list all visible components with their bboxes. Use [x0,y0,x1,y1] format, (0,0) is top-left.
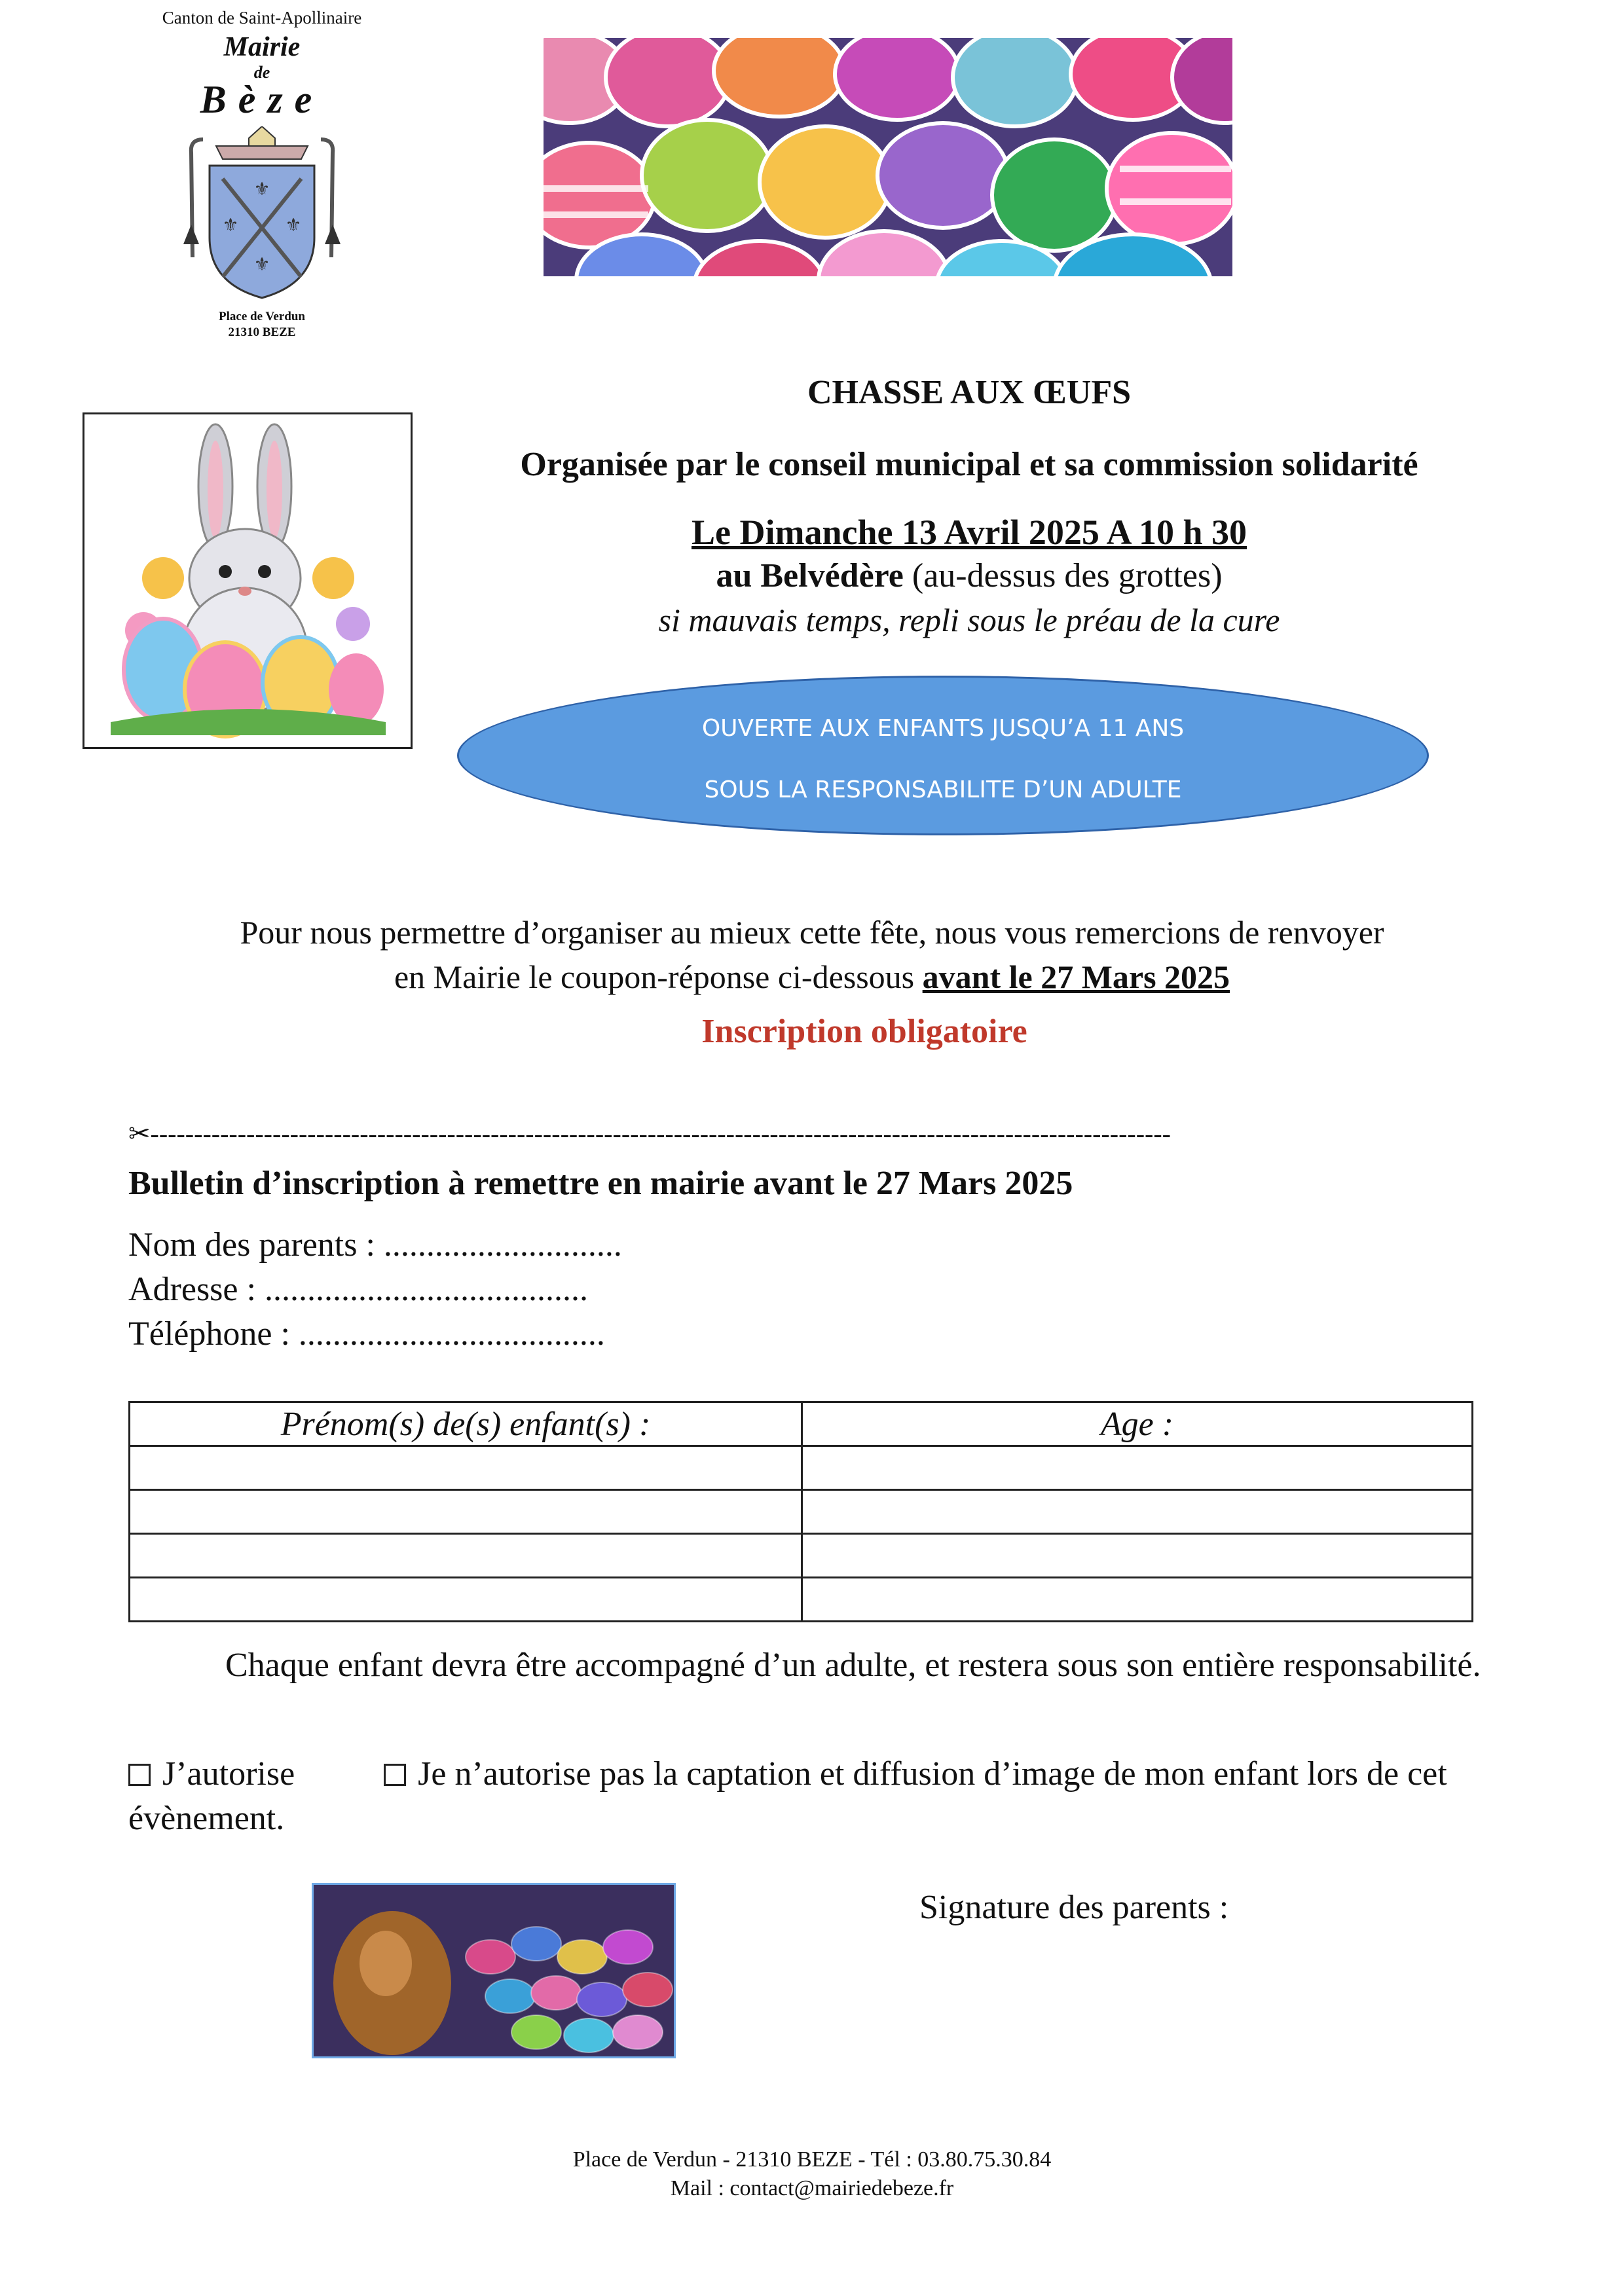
table-header-row [130,1402,1473,1446]
de-label: de [253,63,270,82]
not-authorize-checkbox[interactable] [384,1764,406,1786]
table-header-name: Prénom(s) de(s) enfant(s) : [130,1402,802,1446]
event-title: CHASSE AUX ŒUFS [807,374,1132,411]
parents-signature-label: Signature des parents : [919,1889,1229,1926]
event-place [458,556,1480,595]
svg-text:⚜: ⚜ [285,215,302,236]
address-line1: Place de Verdun [219,310,305,323]
child-age-cell[interactable] [802,1534,1473,1578]
child-name-cell[interactable] [130,1490,802,1534]
child-age-cell[interactable] [802,1578,1473,1622]
age-info-line2: SOUS LA RESPONSABILITE D’UN ADULTE [704,776,1182,803]
table-row [130,1534,1473,1578]
notice-deadline: avant le 27 Mars 2025 [922,958,1230,995]
event-date: Le Dimanche 13 Avril 2025 A 10 h 30 [691,513,1247,552]
canton-label: Canton de Saint-Apollinaire [162,8,362,27]
phone-field[interactable]: Téléphone : .................................... [128,1315,605,1353]
footer-address: Place de Verdun - 21310 BEZE - Tél : 03.80.75.30.84 [572,2147,1052,2172]
image-consent [128,1752,1506,1841]
child-age-cell[interactable] [802,1490,1473,1534]
notice-line2 [92,955,1532,999]
svg-text:⚜: ⚜ [253,179,270,200]
parents-name-field[interactable]: Nom des parents : ............................ [128,1226,622,1264]
town-label: Bèze [200,78,324,121]
event-place-detail: (au-dessus des grottes) [903,557,1223,594]
table-header-age: Age : [802,1402,1473,1446]
table-row [130,1490,1473,1534]
chocolate-eggs-image [312,1883,676,2058]
address-field[interactable]: Adresse : ...................................... [128,1271,588,1308]
table-row [130,1446,1473,1490]
child-name-cell[interactable] [130,1534,802,1578]
authorize-checkbox[interactable] [128,1764,151,1786]
authorize-label: J’autorise [162,1755,295,1793]
easter-bunny-image [83,412,413,749]
easter-eggs-banner-image [544,38,1232,276]
children-table [128,1401,1473,1622]
accompaniment-notice: Chaque enfant devra être accompagné d’un adulte, et restera sous son entière responsabilité. [225,1647,1481,1684]
event-organizer: Organisée par le conseil municipal et sa commission solidarité [520,446,1418,483]
age-info-line1: OUVERTE AUX ENFANTS JUSQU’A 11 ANS [701,715,1185,742]
child-age-cell[interactable] [802,1446,1473,1490]
mandatory-registration: Inscription obligatoire [701,1013,1027,1050]
notice-line2-text: en Mairie le coupon-réponse ci-dessous [394,958,923,995]
svg-text:⚜: ⚜ [253,255,270,275]
mairie-label: Mairie [223,32,301,62]
footer-email: Mail : contact@mairiedebeze.fr [670,2176,954,2200]
event-weather-note: si mauvais temps, repli sous le préau de la cure [658,602,1280,638]
cut-line: ✂--------------------------------------------------------------------------------------------------------------------- [128,1119,1171,1148]
coat-of-arms-icon [177,126,347,303]
form-title: Bulletin d’inscription à remettre en mairie avant le 27 Mars 2025 [128,1165,1073,1202]
svg-text:⚜: ⚜ [222,215,239,236]
age-info-badge [457,676,1429,835]
notice-line1: Pour nous permettre d’organiser au mieux cette fête, nous vous remercions de renvoyer [240,914,1384,951]
child-name-cell[interactable] [130,1578,802,1622]
address-line2: 21310 BEZE [228,325,296,339]
event-place-name: au Belvédère [716,557,904,594]
mairie-logo [124,5,399,346]
table-row [130,1578,1473,1622]
child-name-cell[interactable] [130,1446,802,1490]
not-authorize-label: Je n’autorise pas la captation et diffusion d’image de mon enfant lors de cet évènement. [128,1755,1447,1837]
